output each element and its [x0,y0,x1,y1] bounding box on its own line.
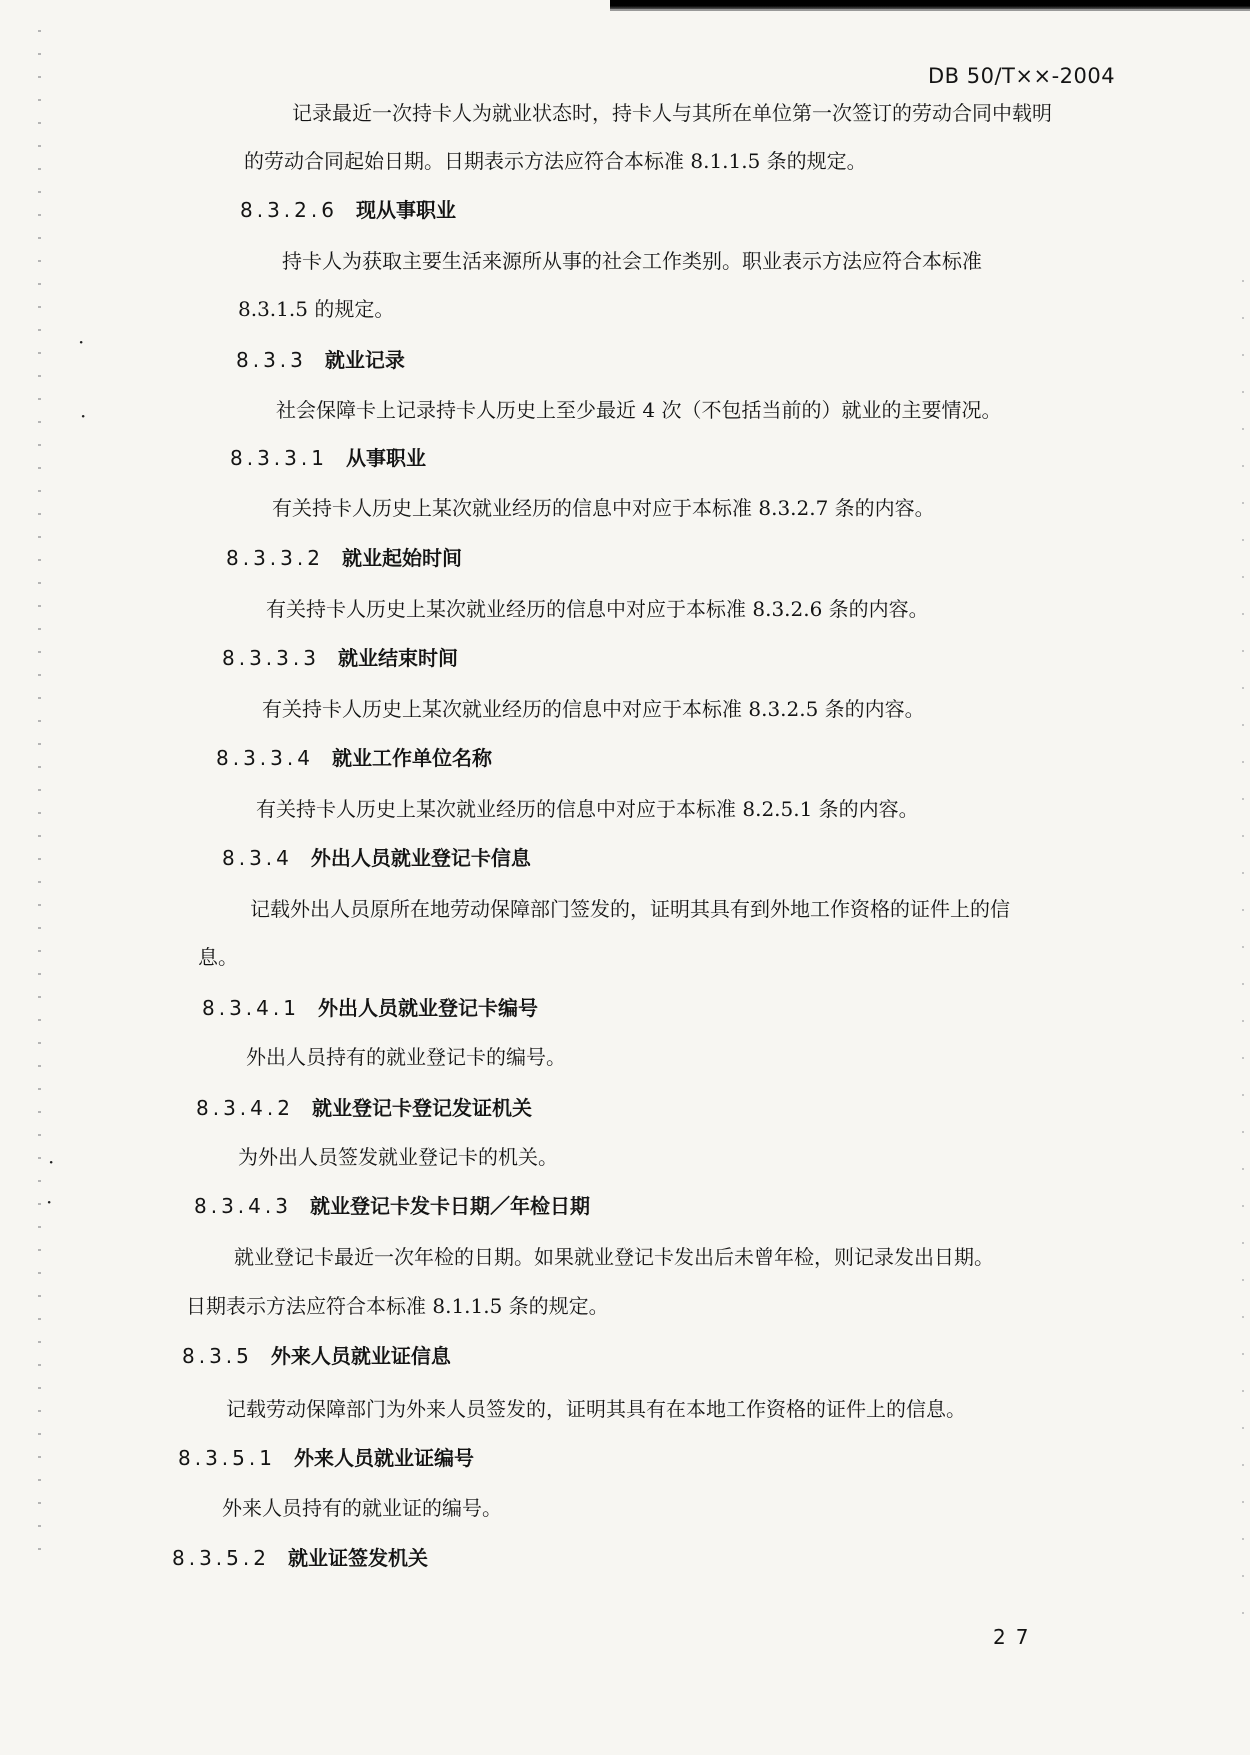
paragraph-line: 有关持卡人历史上某次就业经历的信息中对应于本标准 8.2.5.1 条的内容。 [256,797,919,821]
section-title: 现从事职业 [355,198,456,222]
paragraph-line: 有关持卡人历史上某次就业经历的信息中对应于本标准 8.3.2.7 条的内容。 [272,496,935,520]
section-number: 8.3.5 [182,1344,253,1368]
section-number: 8.3.4 [222,846,293,870]
section-heading-8-3-4 [222,845,531,871]
section-heading-8-3-3-4 [216,745,492,771]
scan-speck: · [80,404,87,428]
section-title: 外来人员就业证编号 [293,1446,474,1470]
paragraph-line: 就业登记卡最近一次年检的日期。如果就业登记卡发出后未曾年检，则记录发出日期。 [234,1245,994,1269]
section-title: 就业登记卡登记发证机关 [311,1096,532,1120]
section-heading-8-3-2-6 [240,197,456,223]
document-code-header: DB 50/T××-2004 [928,64,1116,88]
section-title: 就业登记卡发卡日期／年检日期 [309,1194,590,1218]
paragraph-line: 有关持卡人历史上某次就业经历的信息中对应于本标准 8.3.2.6 条的内容。 [266,597,929,621]
section-number: 8.3.3.3 [222,646,320,670]
paragraph-line: 为外出人员签发就业登记卡的机关。 [238,1145,558,1169]
scan-noise-marks [1242,280,1244,1630]
paragraph-line: 外来人员持有的就业证的编号。 [222,1496,502,1520]
paragraph-line: 社会保障卡上记录持卡人历史上至少最近 4 次（不包括当前的）就业的主要情况。 [276,398,1002,422]
section-title: 就业记录 [324,348,405,372]
section-heading-8-3-5-1 [178,1445,474,1471]
section-title: 外出人员就业登记卡信息 [310,846,531,870]
section-title: 外出人员就业登记卡编号 [317,996,538,1020]
section-heading-8-3-3-3 [222,645,458,671]
paragraph-line: 日期表示方法应符合本标准 8.1.1.5 条的规定。 [186,1294,609,1318]
section-heading-8-3-3-1 [230,445,426,471]
section-heading-8-3-4-1 [202,995,538,1021]
paragraph-line: 外出人员持有的就业登记卡的编号。 [246,1045,566,1069]
scan-speck: · [48,1150,55,1174]
section-heading-8-3-4-2 [196,1095,532,1121]
paragraph-line: 持卡人为获取主要生活来源所从事的社会工作类别。职业表示方法应符合本标准 [282,249,982,273]
paragraph-line: 记载外出人员原所在地劳动保障部门签发的，证明其具有到外地工作资格的证件上的信 [250,897,1010,921]
section-number: 8.3.4.2 [196,1096,294,1120]
section-heading-8-3-3-2 [226,545,462,571]
section-title: 就业工作单位名称 [331,746,492,770]
section-number: 8.3.5.1 [178,1446,276,1470]
section-title: 就业证签发机关 [287,1546,428,1570]
paragraph-line: 的劳动合同起始日期。日期表示方法应符合本标准 8.1.1.5 条的规定。 [244,149,867,173]
scan-edge-shadow [610,9,1250,11]
page-number: 27 [993,1625,1039,1649]
paragraph-line: 8.3.1.5 的规定。 [238,297,395,321]
binding-hole-marks [38,30,41,1570]
section-number: 8.3.4.3 [194,1194,292,1218]
section-title: 就业起始时间 [341,546,462,570]
section-heading-8-3-5-2 [172,1545,428,1571]
section-title: 就业结束时间 [337,646,458,670]
section-number: 8.3.3.1 [230,446,328,470]
section-number: 8.3.5.2 [172,1546,270,1570]
scan-edge-bar [610,0,1250,9]
section-number: 8.3.3.4 [216,746,314,770]
section-number: 8.3.3 [236,348,307,372]
section-number: 8.3.2.6 [240,198,338,222]
section-heading-8-3-3 [236,347,405,373]
section-title: 从事职业 [345,446,426,470]
section-number: 8.3.4.1 [202,996,300,1020]
paragraph-line: 有关持卡人历史上某次就业经历的信息中对应于本标准 8.3.2.5 条的内容。 [262,697,925,721]
paragraph-line: 息。 [198,945,238,969]
section-title: 外来人员就业证信息 [270,1344,451,1368]
scan-speck: · [46,1190,53,1214]
paragraph-line: 记录最近一次持卡人为就业状态时，持卡人与其所在单位第一次签订的劳动合同中载明 [292,101,1052,125]
section-number: 8.3.3.2 [226,546,324,570]
paragraph-line: 记载劳动保障部门为外来人员签发的，证明其具有在本地工作资格的证件上的信息。 [226,1397,966,1421]
scan-speck: · [78,330,85,354]
section-heading-8-3-4-3 [194,1193,590,1219]
section-heading-8-3-5 [182,1343,451,1369]
